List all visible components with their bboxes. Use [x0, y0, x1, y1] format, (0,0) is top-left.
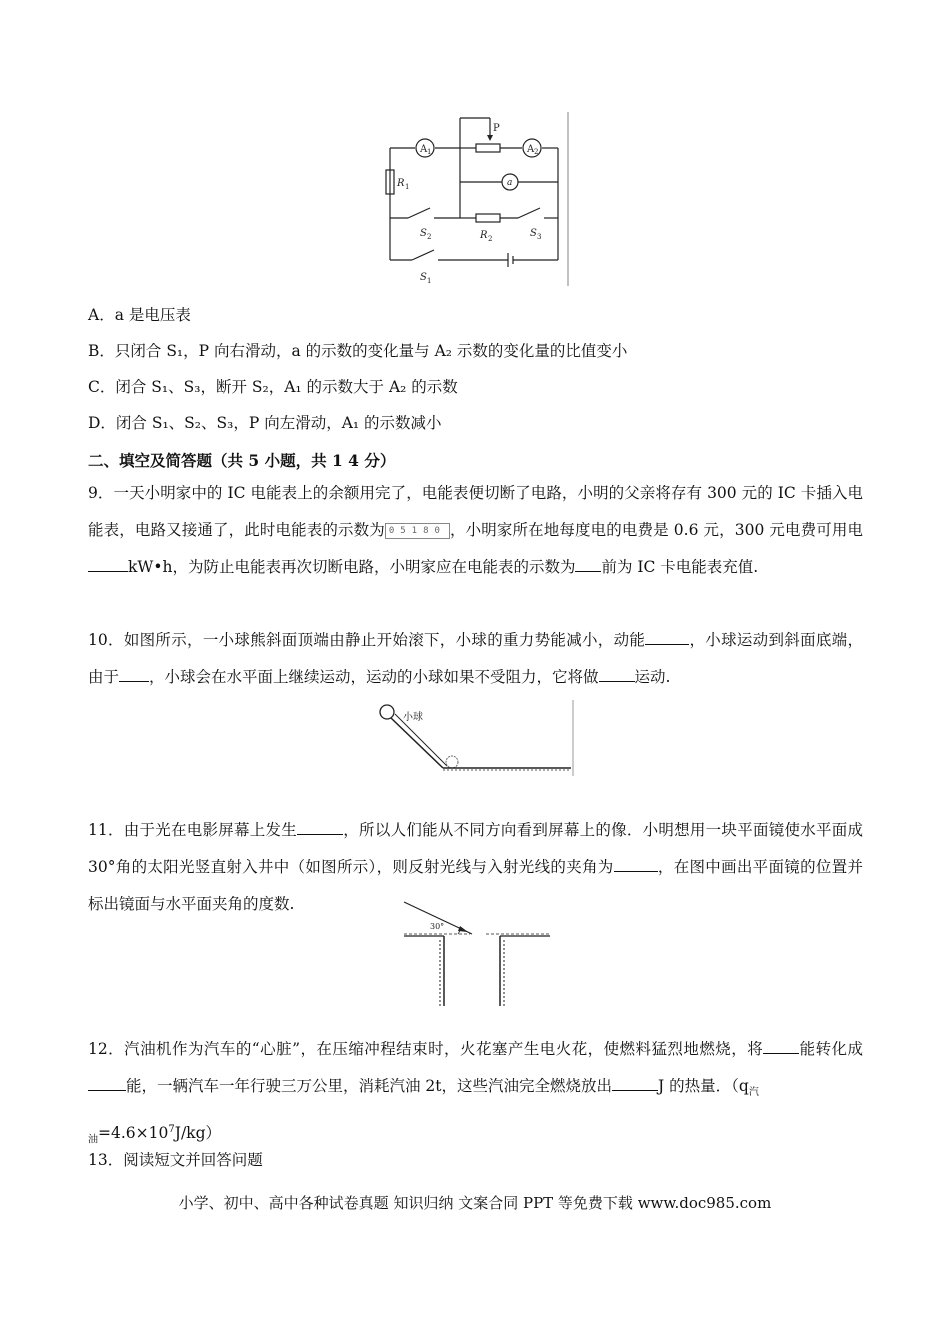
svg-text:1: 1 [405, 183, 410, 191]
question-13: 13．阅读短文并回答问题 [88, 1151, 263, 1169]
s1-label: S [420, 272, 427, 283]
circuit-diagram [380, 110, 580, 290]
svg-text:2: 2 [488, 235, 493, 243]
svg-text:2: 2 [427, 233, 432, 241]
footer-text: 小学、初中、高中各种试卷真题 知识归纳 文案合同 PPT 等免费下载 www.doc985.com [178, 1194, 772, 1212]
ammeter-a1-label: A [420, 144, 428, 155]
answer-blank[interactable] [614, 855, 658, 872]
answer-blank[interactable] [119, 665, 149, 682]
ammeter-a2-label: A [527, 144, 535, 155]
ball-label: 小球 [403, 712, 423, 723]
question-12: 12．汽油机作为汽车的“心脏”，在压缩冲程结束时，火花塞产生电火花，使燃料猛烈地燃烧，将 能转化成能，一辆汽车一年行驶三万公里，消耗汽油 2t，这些汽油完全燃烧放出 J 的热量．（$q_汽$ $_油=4.6\times 10^7J/kg$） [88, 1031, 863, 1158]
svg-text:3: 3 [537, 233, 542, 241]
section-heading: 二、填空及简答题（共 5 小题，共 1 4 分） [88, 451, 396, 470]
answer-blank[interactable] [612, 1074, 658, 1091]
incline-figure [375, 700, 580, 778]
question-11: 11．由于光在电影屏幕上发生 ，所以人们能从不同方向看到屏幕上的像．小明想用一块平面镜使水平面成 30°角的太阳光竖直射入井中（如图所示），则反射光线与入射光线的夹角为 ，在图中画出平面镜的位置并标出镜面与水平面夹角的度数. [88, 812, 863, 923]
r2-label: R [480, 230, 488, 241]
s3-label: S [530, 228, 537, 239]
question-9: 9．一天小明家中的 IC 电能表上的余额用完了，电能表便切断了电路，小明的父亲将存有 300 元的 IC 卡插入电能表，电路又接通了，此时电能表的示数为 05180 ，小明家所在地每度电的电费是 0.6 元，300 元电费可用电kW•h，为防止电能表再次切断电路，小明家应在电能表的示数为 前为 IC 卡电能表充值. [88, 484, 863, 576]
option-a: A．a 是电压表 [88, 306, 191, 324]
r1-label: R [397, 178, 405, 189]
slider-label: P [493, 123, 500, 134]
angle-label: 30° [430, 922, 445, 931]
s2-label: S [420, 228, 427, 239]
answer-blank[interactable] [575, 555, 601, 572]
svg-text:1: 1 [427, 148, 432, 156]
svg-text:1: 1 [427, 277, 432, 285]
answer-blank[interactable] [88, 555, 128, 572]
meter-reading: 05180 [385, 523, 450, 539]
option-d: D．闭合 S₁、S₂、S₃，P 向左滑动，A₁ 的示数减小 [88, 414, 442, 432]
question-10: 10．如图所示，一小球熊斜面顶端由静止开始滚下，小球的重力势能减小，动能 ，小球运动到斜面底端，由于 ，小球会在水平面上继续运动，运动的小球如果不受阻力，它将做 运动. [88, 622, 863, 696]
meter-a-label: a [507, 178, 513, 188]
answer-blank[interactable] [88, 1074, 126, 1091]
answer-blank[interactable] [645, 628, 689, 645]
option-c: C．闭合 S₁、S₃，断开 S₂，A₁ 的示数大于 A₂ 的示数 [88, 378, 458, 396]
answer-blank[interactable] [763, 1037, 799, 1054]
answer-blank[interactable] [599, 665, 635, 682]
well-figure [400, 896, 560, 1008]
answer-blank[interactable] [297, 818, 343, 835]
option-b: B．只闭合 S₁，P 向右滑动，a 的示数的变化量与 A₂ 示数的变化量的比值变小 [88, 342, 628, 360]
svg-text:2: 2 [534, 148, 539, 156]
